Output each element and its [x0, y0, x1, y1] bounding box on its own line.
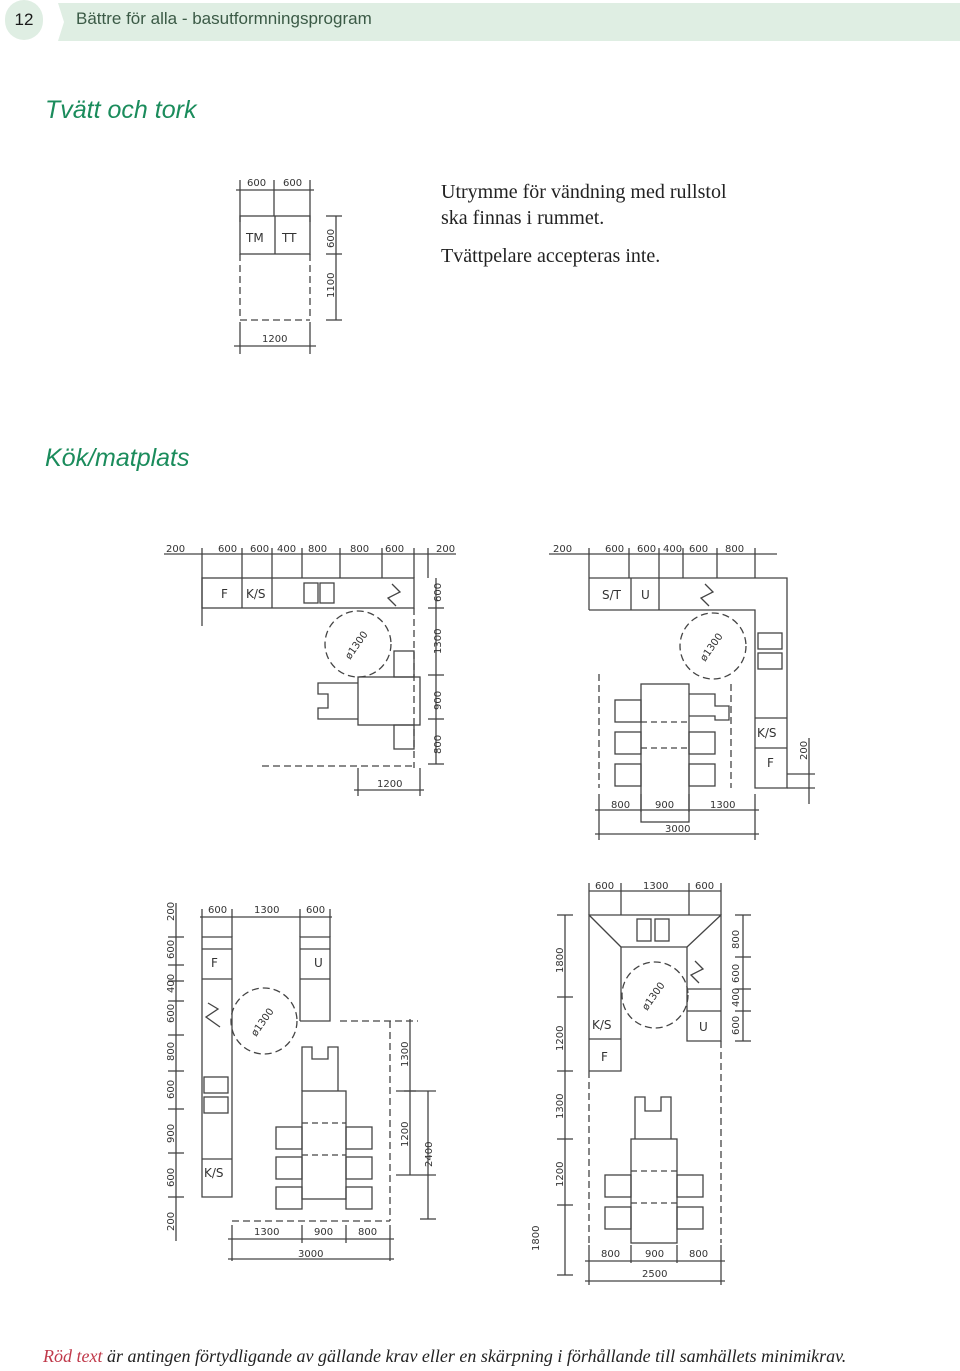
- plan4-unit-u: U: [699, 1020, 708, 1034]
- laundry-text-line-2: ska finnas i rummet.: [441, 207, 605, 229]
- footer-note: [43, 1346, 846, 1367]
- plan4-bottom-dim-1: 800: [601, 1249, 621, 1260]
- laundry-floor-plan: [230, 172, 360, 358]
- plan4-left-dim-4: 1200: [555, 1161, 566, 1187]
- plan3-unit-ks: K/S: [204, 1166, 224, 1180]
- plan2-unit-u: U: [641, 588, 650, 602]
- plan4-unit-ks: K/S: [592, 1018, 612, 1032]
- plan1-bottom-dim: 1200: [377, 779, 403, 790]
- plan4-unit-f: F: [601, 1050, 608, 1064]
- plan2-circle-label: ø1300: [698, 631, 726, 664]
- section-heading-laundry: Tvätt och tork: [45, 96, 197, 124]
- plan2-bottom-dim-2: 900: [655, 800, 675, 811]
- plan1-right-dim-4: 800: [433, 734, 444, 754]
- plan3-right-dim-2: 1200: [400, 1121, 411, 1147]
- kitchen-plan-1: [160, 538, 460, 800]
- plan4-left-dim-2: 1200: [555, 1025, 566, 1051]
- page-number: 12: [5, 0, 43, 40]
- kitchen-plan-4: [525, 875, 765, 1285]
- footer-red-text: Röd text: [43, 1346, 103, 1366]
- plan3-circle-label: ø1300: [249, 1006, 277, 1039]
- plan3-left-dim-6: 600: [166, 1079, 177, 1099]
- plan2-top-dim-1: 200: [553, 544, 573, 555]
- plan1-top-dim-8: 200: [436, 544, 456, 555]
- footer-rest-text: är antingen förtydligande av gällande krav eller en skärpning i förhållande till samhällets minimikrav.: [102, 1346, 847, 1366]
- plan1-top-dim-4: 400: [277, 544, 297, 555]
- plan3-top-dim-1: 600: [208, 905, 228, 916]
- plan3-right-dim-3: 2400: [424, 1141, 435, 1167]
- laundry-top-dim-1: 600: [247, 178, 267, 189]
- plan3-left-dim-2: 600: [166, 939, 177, 959]
- plan4-top-dim-3: 600: [695, 881, 715, 892]
- plan1-unit-f: F: [221, 587, 228, 601]
- plan2-top-dim-4: 400: [663, 544, 683, 555]
- plan3-left-dim-9: 200: [166, 1211, 177, 1231]
- laundry-side-dim-1: 600: [326, 228, 337, 248]
- laundry-text-line-3: Tvättpelare accepteras inte.: [441, 245, 661, 267]
- plan3-right-dim-1: 1300: [400, 1041, 411, 1067]
- plan2-bottom-dim-3: 1300: [710, 800, 736, 811]
- kitchen-plan-2: [545, 538, 825, 844]
- plan3-unit-u: U: [314, 956, 323, 970]
- plan3-left-dim-5: 800: [166, 1041, 177, 1061]
- plan4-circle-label: ø1300: [640, 980, 668, 1013]
- plan3-unit-f: F: [211, 956, 218, 970]
- plan2-unit-ks: K/S: [757, 726, 777, 740]
- laundry-bottom-dim: 1200: [262, 334, 288, 345]
- plan3-left-dim-8: 600: [166, 1167, 177, 1187]
- plan1-circle-label: ø1300: [343, 629, 371, 662]
- laundry-unit-tt: TT: [282, 231, 297, 245]
- plan3-top-dim-2: 1300: [254, 905, 280, 916]
- plan1-top-dim-3: 600: [250, 544, 270, 555]
- plan3-bottom-dim-1: 1300: [254, 1227, 280, 1238]
- plan3-left-dim-1: 200: [166, 901, 177, 921]
- plan4-top-dim-2: 1300: [643, 881, 669, 892]
- plan4-bottom-dim-3: 800: [689, 1249, 709, 1260]
- plan4-right-dim-1: 800: [731, 929, 742, 949]
- plan2-unit-st: S/T: [602, 588, 621, 602]
- plan4-left-dim-5: 1800: [531, 1225, 542, 1251]
- plan3-left-dim-4: 600: [166, 1003, 177, 1023]
- plan1-top-dim-2: 600: [218, 544, 238, 555]
- plan3-total-dim: 3000: [298, 1249, 324, 1260]
- plan4-total-dim: 2500: [642, 1269, 668, 1280]
- plan1-top-dim-5: 800: [308, 544, 328, 555]
- plan4-left-dim-3: 1300: [555, 1093, 566, 1119]
- plan1-top-dim-6: 800: [350, 544, 370, 555]
- plan3-bottom-dim-2: 900: [314, 1227, 334, 1238]
- plan2-right-dim: 200: [799, 740, 810, 760]
- laundry-text-line-1: Utrymme för vändning med rullstol: [441, 181, 727, 203]
- plan1-right-dim-2: 1300: [433, 628, 444, 654]
- plan3-top-dim-3: 600: [306, 905, 326, 916]
- plan1-unit-ks: K/S: [246, 587, 266, 601]
- plan4-right-dim-2: 600: [731, 963, 742, 983]
- plan2-top-dim-2: 600: [605, 544, 625, 555]
- plan1-top-dim-1: 200: [166, 544, 186, 555]
- plan2-top-dim-6: 800: [725, 544, 745, 555]
- laundry-top-dim-2: 600: [283, 178, 303, 189]
- plan4-right-dim-4: 600: [731, 1015, 742, 1035]
- plan3-left-dim-3: 400: [166, 973, 177, 993]
- plan1-right-dim-3: 900: [433, 690, 444, 710]
- plan2-bottom-dim-1: 800: [611, 800, 631, 811]
- plan4-top-dim-1: 600: [595, 881, 615, 892]
- plan2-top-dim-5: 600: [689, 544, 709, 555]
- page-header: [0, 0, 960, 42]
- plan3-bottom-dim-3: 800: [358, 1227, 378, 1238]
- plan4-left-dim-1: 1800: [555, 947, 566, 973]
- plan2-total-dim: 3000: [665, 824, 691, 835]
- header-title: Bättre för alla - basutformningsprogram: [76, 9, 372, 28]
- plan4-bottom-dim-2: 900: [645, 1249, 665, 1260]
- laundry-unit-tm: TM: [246, 231, 264, 245]
- laundry-side-dim-2: 1100: [326, 272, 337, 298]
- plan2-top-dim-3: 600: [637, 544, 657, 555]
- plan3-left-dim-7: 900: [166, 1123, 177, 1143]
- plan1-right-dim-1: 600: [433, 582, 444, 602]
- plan4-right-dim-3: 400: [731, 987, 742, 1007]
- section-heading-kitchen: Kök/matplats: [45, 444, 190, 472]
- plan2-unit-f: F: [767, 756, 774, 770]
- plan1-top-dim-7: 600: [385, 544, 405, 555]
- kitchen-plan-3: [160, 895, 450, 1270]
